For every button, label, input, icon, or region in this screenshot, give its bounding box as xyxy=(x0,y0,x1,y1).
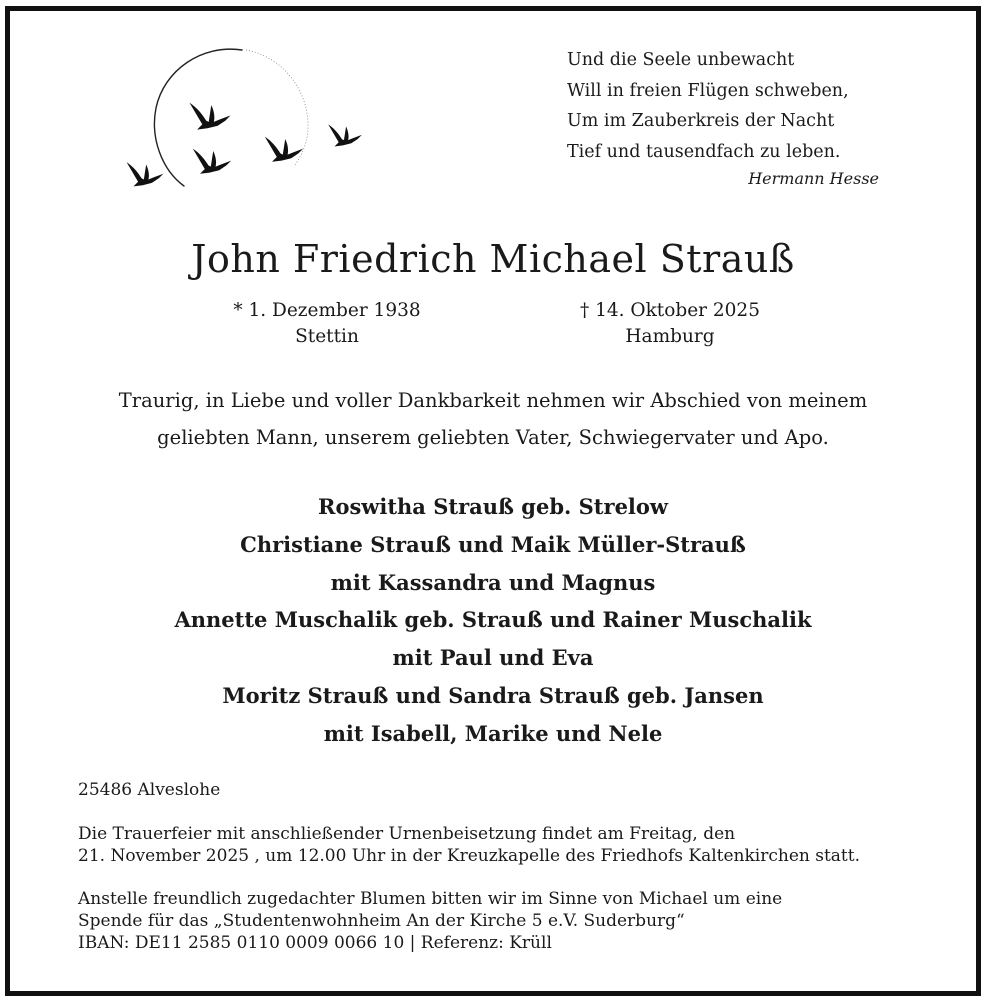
mourner-line: Roswitha Strauß geb. Strelow xyxy=(318,494,668,519)
donation-line: Anstelle freundlich zugedachter Blumen bitten wir im Sinne von Michael um eine xyxy=(78,889,783,909)
birth-info xyxy=(222,298,432,350)
ceremony-info xyxy=(78,823,948,867)
mourner-line: mit Paul und Eva xyxy=(392,645,594,671)
bird-icon xyxy=(265,137,303,162)
poem-author: Hermann Hesse xyxy=(748,169,879,188)
farewell-line: geliebten Mann, unserem geliebten Vater, Schwiegervater und Apo. xyxy=(157,426,829,449)
bird-icon xyxy=(193,149,231,174)
moon-with-birds-illustration xyxy=(110,36,370,206)
deceased-name: John Friedrich Michael Strauß xyxy=(191,237,795,281)
bird-icon xyxy=(127,162,164,186)
death-date: † 14. Oktober 2025 xyxy=(580,300,760,321)
location-line: 25486 Alveslohe xyxy=(78,780,221,800)
mourner-line: Moritz Strauß und Sandra Strauß geb. Jansen xyxy=(222,682,764,708)
mourner-line: mit Kassandra und Magnus xyxy=(330,569,656,595)
bird-icon xyxy=(189,103,230,130)
farewell-text xyxy=(50,382,936,456)
ceremony-line: Die Trauerfeier mit anschließender Urnenbeisetzung findet am Freitag, den xyxy=(78,824,736,844)
mourners-list xyxy=(10,488,976,753)
birth-date: * 1. Dezember 1938 xyxy=(233,300,421,321)
obituary-notice xyxy=(5,6,981,996)
donation-line: Spende für das „Studentenwohnheim An der Kirche 5 e.V. Suderburg“ xyxy=(78,911,685,931)
birth-place: Stettin xyxy=(295,326,359,347)
death-info xyxy=(565,298,775,350)
bird-icon xyxy=(328,124,362,146)
poem-line: Tief und tausendfach zu leben. xyxy=(567,141,841,162)
donation-iban: IBAN: DE11 2585 0110 0009 0066 10 | Referenz: Krüll xyxy=(78,933,552,953)
mourner-line: Annette Muschalik geb. Strauß und Rainer Muschalik xyxy=(174,607,812,633)
mourner-line: Christiane Strauß und Maik Müller-Strauß xyxy=(240,531,746,557)
farewell-line: Traurig, in Liebe und voller Dankbarkeit nehmen wir Abschied von meinem xyxy=(118,389,868,412)
donation-info xyxy=(78,888,948,954)
poem-line: Und die Seele unbewacht xyxy=(567,50,795,70)
poem-quote xyxy=(567,45,887,191)
death-place: Hamburg xyxy=(625,326,715,347)
poem-line: Um im Zauberkreis der Nacht xyxy=(567,111,835,131)
poem-line: Will in freien Flügen schweben, xyxy=(567,80,849,101)
family-location xyxy=(78,779,948,801)
mourner-line: mit Isabell, Marike und Nele xyxy=(323,720,663,746)
moon-outline xyxy=(154,49,242,186)
ceremony-line: 21. November 2025 , um 12.00 Uhr in der Kreuzkapelle des Friedhofs Kaltenkirchen statt. xyxy=(78,846,860,866)
